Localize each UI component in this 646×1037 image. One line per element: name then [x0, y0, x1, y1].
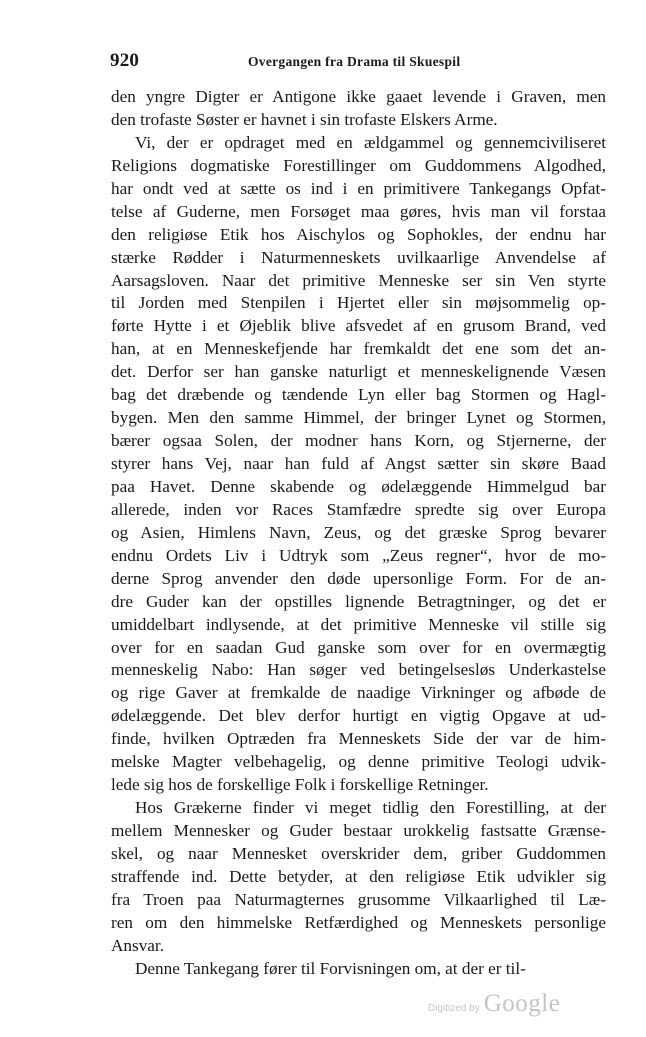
- google-logo: Google: [483, 990, 561, 1017]
- text-line: ødelæggende. Det blev derfor hurtigt en vigtig Opgave at ud-: [111, 706, 606, 726]
- text-line: dre Guder kan der opstilles lignende Betragtninger, og det er: [111, 591, 606, 611]
- text-line: Religions dogmatiske Forestillinger om Guddommens Algodhed,: [111, 155, 606, 175]
- text-line: stærke Rødder i Naturmenneskets uvilkaarlige Anvendelse af: [111, 247, 606, 267]
- text-line: bygen. Men den samme Himmel, der bringer Lynet og Stormen,: [111, 408, 606, 428]
- paragraph: [111, 797, 606, 958]
- text-line: den religiøse Etik hos Aischylos og Sophokles, der endnu har: [111, 224, 606, 244]
- text-line: telse af Guderne, men Forsøget maa gøres, hvis man vil forstaa: [111, 201, 606, 221]
- text-line: fra Troen paa Naturmagternes grusomme Vilkaarlighed til Læ-: [111, 889, 606, 909]
- text-line: styrer hans Vej, naar han fuld af Angst sætter sin skøre Baad: [111, 454, 606, 473]
- paragraph: [111, 958, 606, 981]
- text-line: skel, og naar Mennesket overskrider dem, griber Guddommen: [111, 843, 606, 863]
- text-line: den yngre Digter er Antigone ikke gaaet levende i Graven, men: [111, 87, 606, 106]
- text-line: menneskelig Nabo: Han søger ved betingelsesløs Underkastelse: [111, 660, 606, 680]
- text-line: Ansvar.: [111, 935, 164, 955]
- paragraph: [111, 86, 606, 132]
- text-line: og Asien, Himlens Navn, Zeus, og det græske Sprog bevarer: [111, 522, 606, 542]
- text-line: bag det dræbende og tændende Lyn eller bag Stormen og Hagl-: [111, 385, 606, 405]
- text-line: førte Hytte i et Øjeblik blive afsvedet af en grusom Brand, ved: [111, 316, 606, 336]
- text-line: Vi, der er opdraget med en ældgammel og gennemciviliseret: [135, 132, 606, 152]
- text-line: straffende ind. Dette betyder, at den religiøse Etik udvikler sig: [111, 866, 606, 886]
- text-line: umiddelbart indlysende, at det primitive Menneske vil stille sig: [111, 614, 606, 634]
- text-line: og rige Gaver at fremkalde de naadige Virkninger og afbøde de: [111, 683, 606, 703]
- text-line: den trofaste Søster er havnet i sin trofaste Elskers Arme.: [111, 109, 498, 129]
- text-line: melske Magter velbehagelig, og denne primitive Teologi udvik-: [111, 752, 606, 772]
- text-line: ren om den himmelske Retfærdighed og Menneskets personlige: [111, 912, 606, 932]
- text-line: endnu Ordets Liv i Udtryk som „Zeus regner“, hvor de mo-: [111, 545, 606, 565]
- text-line: til Jorden med Stenpilen i Hjertet eller sin møjsommelig op-: [111, 293, 606, 313]
- text-line: lede sig hos de forskellige Folk i forskellige Retninger.: [111, 775, 489, 795]
- text-line: Denne Tankegang fører til Forvisningen om, at der er til-: [135, 958, 526, 978]
- text-line: allerede, inden vor Races Stamfædre spredte sig over Europa: [111, 499, 606, 519]
- text-line: Aarsagsloven. Naar det primitive Menneske ser sin Ven styrte: [111, 270, 606, 290]
- text-line: har ondt ved at sætte os ind i en primitivere Tankegangs Opfat-: [111, 178, 606, 198]
- text-line: finde, hvilken Optræden fra Menneskets Side der var de him-: [111, 729, 606, 749]
- text-line: det. Derfor ser han ganske naturligt et menneskelignende Væsen: [111, 362, 606, 382]
- text-line: derne Sprog anvender den døde upersonlige Form. For de an-: [111, 568, 606, 588]
- paragraph: [111, 132, 606, 797]
- text-line: bærer ogsaa Solen, der modner hans Korn, og Stjernerne, der: [111, 431, 606, 451]
- page-number: 920: [110, 50, 140, 71]
- watermark-prefix: Digitized by: [428, 1002, 480, 1014]
- running-title: Overgangen fra Drama til Skuespil: [248, 54, 461, 69]
- text-line: mellem Mennesker og Guder bestaar urokkelig fastsatte Grænse-: [111, 821, 606, 840]
- text-line: han, at en Menneskefjende har fremkaldt det ene som det an-: [111, 339, 606, 359]
- text-line: paa Havet. Denne skabende og ødelæggende Himmelgud bar: [111, 476, 606, 496]
- text-line: Hos Grækerne finder vi meget tidlig den Forestilling, at der: [135, 798, 606, 818]
- digitized-by-google-watermark: [428, 990, 578, 1030]
- body-text: [111, 86, 606, 981]
- text-line: over for en saadan Gud ganske som over for en overmægtig: [111, 637, 606, 657]
